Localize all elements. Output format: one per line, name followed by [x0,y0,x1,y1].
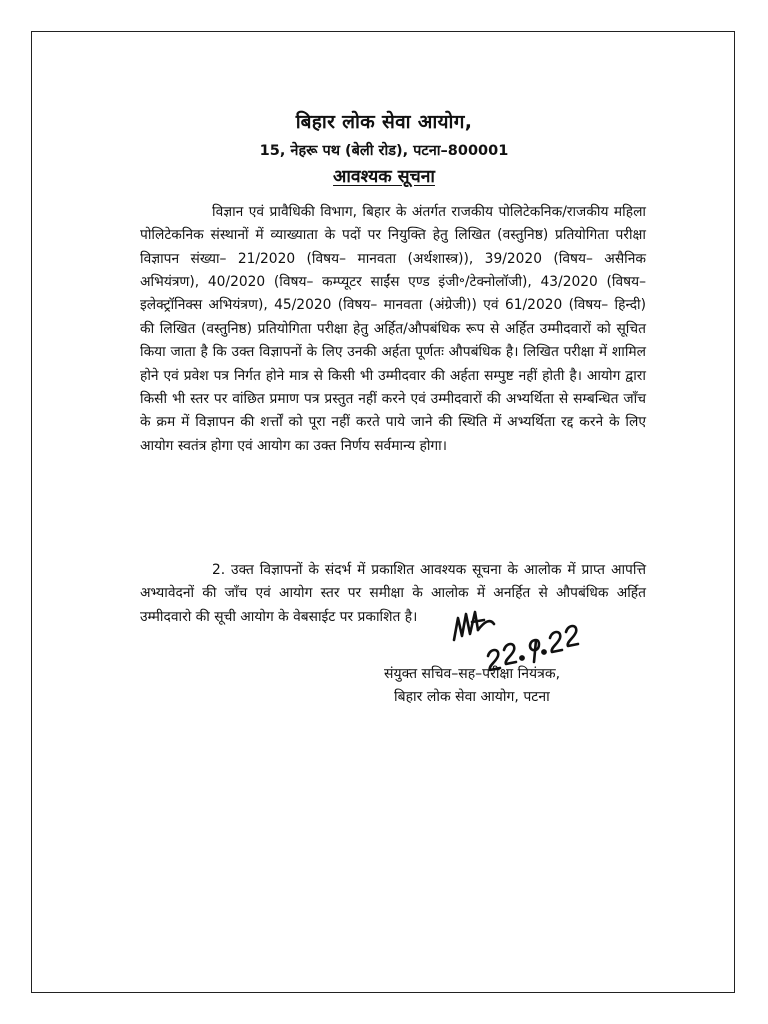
signatory-office: बिहार लोक सेवा आयोग, पटना [394,689,550,705]
signatory-designation: संयुक्त सचिव–सह–परीक्षा नियंत्रक, [384,666,561,682]
notice-title-text: आवश्यक सूचना [333,167,435,187]
organization-address: 15, नेहरू पथ (बेली रोड), पटना–800001 [259,143,509,159]
notice-paragraph-1: विज्ञान एवं प्रावैधिकी विभाग, बिहार के अंतर्गत राजकीय पोलिटेकनिक/राजकीय महिला पोलिटेकनिक संस्थानों में व्याख्याता के पदों पर नियुक्ति हेतु लिखित (वस्तुनिष्ठ) प्रतियोगिता परीक्षा विज्ञापन संख्या– 21/2020 (विषय– मानवता (अर्थशास्त्र)), 39/2020 (विषय– असैनिक अभियंत्रण), 40/2020 (विषय– कम्प्यूटर साईंस एण्ड इंजी॰/टेक्नोलॉजी), 43/2020 (विषय– इलेक्ट्रॉनिक्स अभियंत्रण), 45/2020 (विषय– मानवता (अंग्रेजी)) एवं 61/2020 (विषय– हिन्दी) की लिखित (वस्तुनिष्ठ) प्रतियोगिता परीक्षा हेतु अर्हित/औपबंधिक रूप से अर्हित उम्मीदवारों को सूचित किया जाता है कि उक्त विज्ञापनों के लिए उनकी अर्हता पूर्णतः औपबंधिक है। लिखित परीक्षा में शामिल होने एवं प्रवेश पत्र निर्गत होने मात्र से किसी भी उम्मीदवार की अर्हता सम्पुष्ट नहीं होती है। आयोग द्वारा किसी भी स्तर पर वांछित प्रमाण पत्र प्रस्तुत नहीं करने एवं उम्मीदवारों की अभ्यर्थिता से सम्बन्धित जाँच के क्रम में विज्ञापन की शर्त्तों को पूरा नहीं करते पाये जाने की स्थिति में अभ्यर्थिता रद्द करने के लिए आयोग स्वतंत्र होगा एवं आयोग का उक्त निर्णय सर्वमान्य होगा। [140,203,646,454]
signature-block [384,663,560,709]
organization-name: बिहार लोक सेवा आयोग, [295,111,473,133]
notice-paragraph-2: 2. उक्त विज्ञापनों के संदर्भ में प्रकाशित आवश्यक सूचना के आलोक में प्राप्त आपत्ति अभ्यावेदनों की जाँच एवं आयोग स्तर पर समीक्षा के आलोक में अनर्हित से औपबंधिक अर्हित उम्मीदवारो की सूची आयोग के वेबसाईट पर प्रकाशित है। [140,561,646,625]
notice-title [0,164,768,188]
